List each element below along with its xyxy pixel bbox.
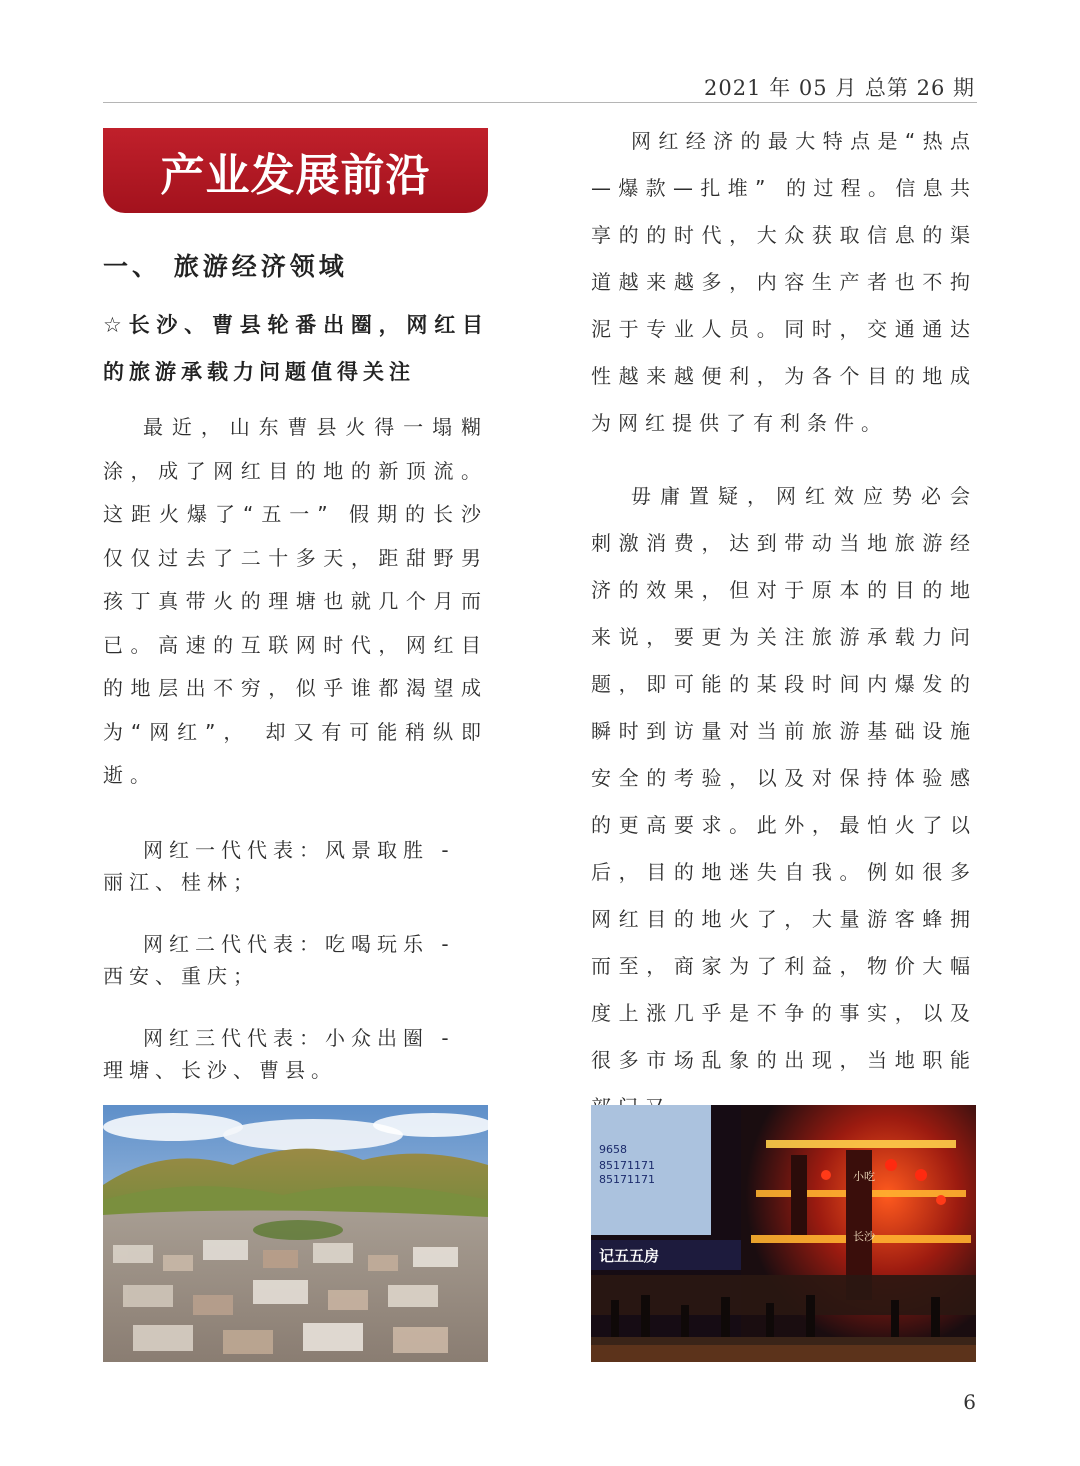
night-street-photo [591, 1105, 976, 1362]
page-number: 6 [963, 1390, 976, 1414]
article-paragraph: 网红经济的最大特点是“热点—爆款—扎堆” 的过程。信息共享的的时代，大众获取信息的渠道越来越多，内容生产者也不拘泥于专业人员。同时，交通通达性越来越便利，为各个目的地成为网红提供了有利条件。 [591, 129, 977, 435]
sign-text: 9658 [599, 1143, 627, 1156]
article-subheading: ☆长沙、曹县轮番出圈，网红目的旅游承载力问题值得关注 [103, 313, 488, 384]
article-paragraph: 毋庸置疑，网红效应势必会刺激消费，达到带动当地旅游经济的效果，但对于原本的目的地来说，要更为关注旅游承载力问题，即可能的某段时间内爆发的瞬时到访量对当前旅游基础设施安全的考验，以及对保持体验感的更高要求。此外，最怕火了以后，目的地迷失自我。例如很多网红目的地火了，大量游客蜂拥而至，商家为了利益，物价大幅度上涨几乎是不争的事实，以及很多市场乱象的出现，当地职能 [591, 484, 977, 1072]
header-divider [103, 102, 977, 103]
list-item: 网红二代代表：吃喝玩乐 - 西安、重庆； [103, 931, 455, 988]
section-heading: 一、 旅游经济领域 [103, 252, 348, 281]
sign-text: 85171171 [599, 1173, 655, 1186]
right-column [591, 118, 977, 1131]
list-item: 网红三代代表：小众出圈 - 理塘、长沙、曹县。 [103, 1025, 455, 1082]
sign-text: 85171171 [599, 1159, 655, 1172]
article-paragraph: 最近，山东曹县火得一塌糊涂，成了网红目的地的新顶流。这距火爆了“五一” 假期的长沙仅仅过去了二十多天，距甜野男孩丁真带火的理塘也就几个月而已。高速的互联网时代，网红目的地层出不穷，似乎谁都渴望成为“网红”， 却又有可能稍纵即逝。 [103, 415, 488, 787]
section-title: 产业发展前沿 [160, 149, 431, 201]
sign-text: 小吃 [853, 1170, 875, 1183]
section-banner [103, 128, 488, 213]
sign-text: 记五五房 [599, 1247, 660, 1265]
town-aerial-photo [103, 1105, 488, 1362]
sign-text: 长沙 [853, 1230, 875, 1243]
issue-date: 2021 年 05 月 总第 26 期 [704, 76, 975, 100]
left-column [103, 240, 488, 1086]
list-item: 网红一代代表：风景取胜 - 丽江、桂林； [103, 837, 455, 894]
